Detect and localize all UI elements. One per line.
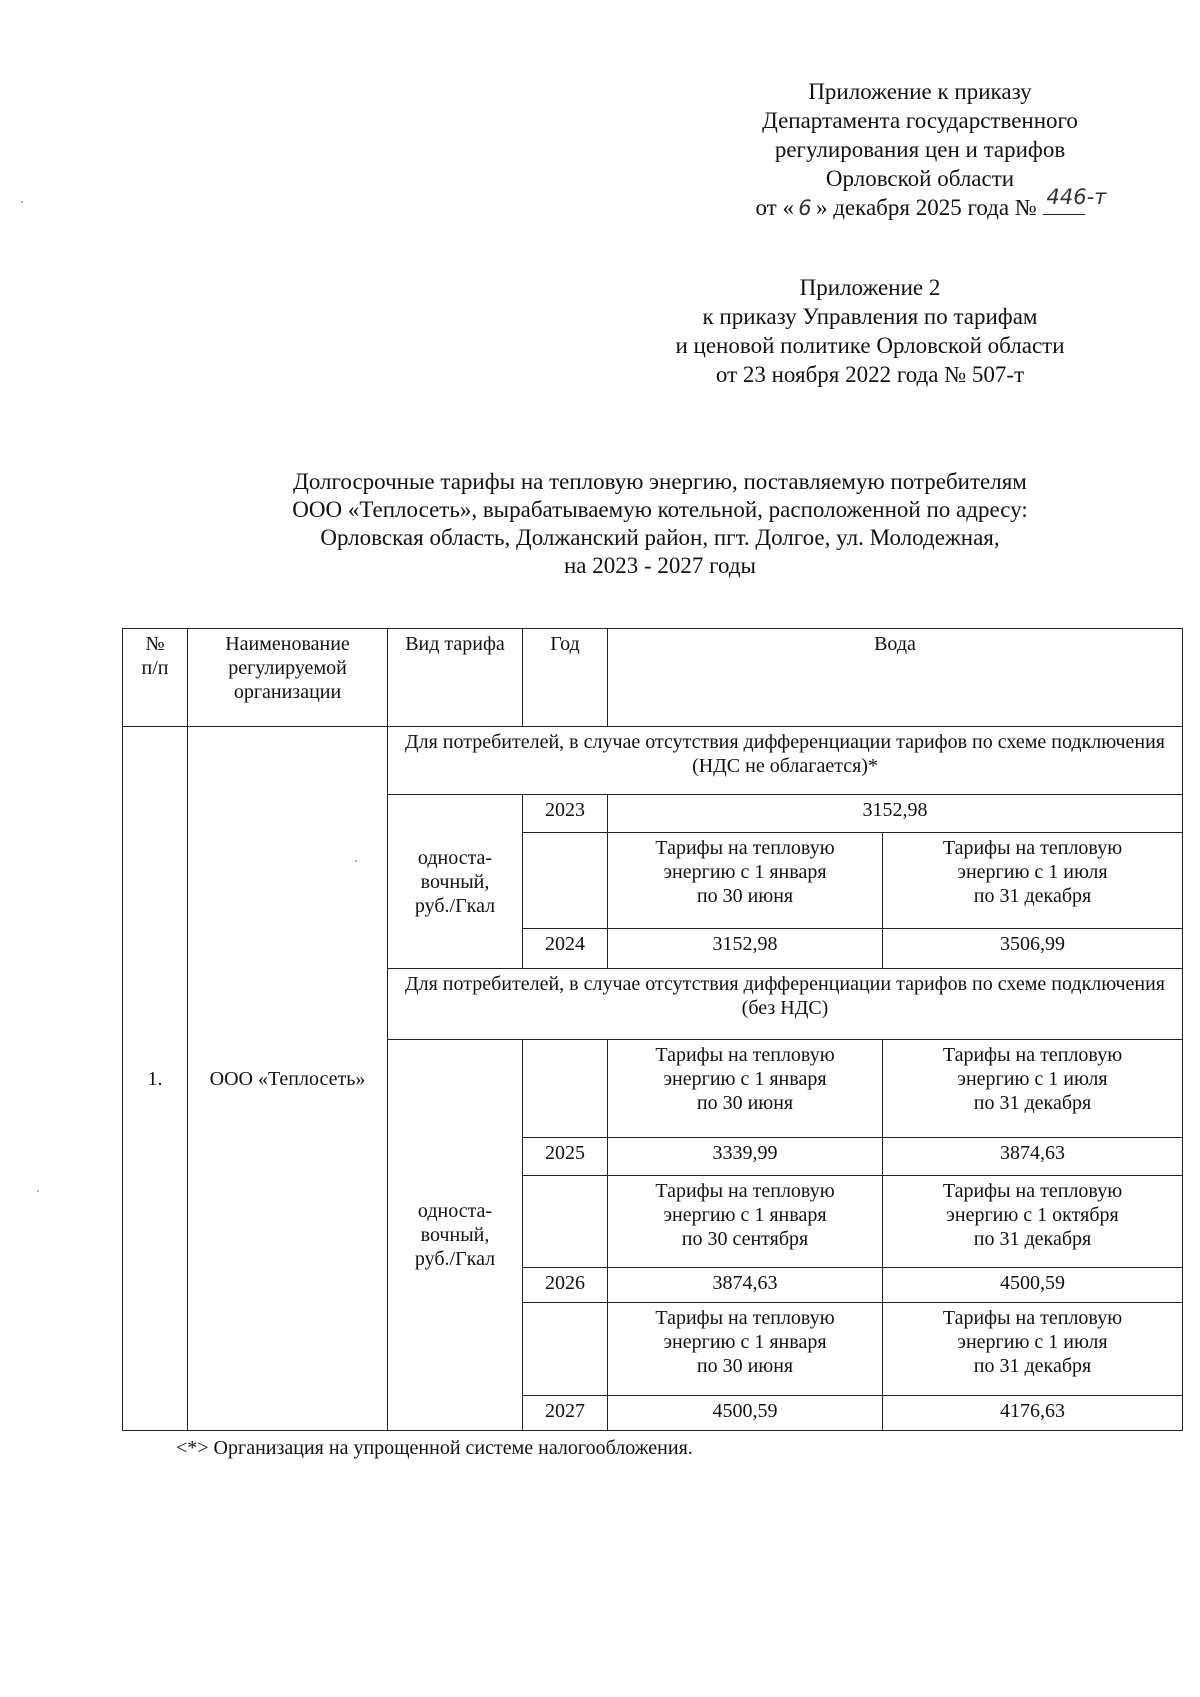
appendix-date-line: [690, 185, 1150, 223]
section-no-vat: Для потребителей, в случае отсутствия дифференциации тарифов по схеме подключения (без НДС): [388, 969, 1183, 1040]
year-cell: 2024: [523, 929, 608, 969]
document-title: [120, 468, 1200, 580]
tariff-table: [122, 628, 1183, 1431]
tariff-type-single-rate: односта- вочный, руб./Гкал: [388, 795, 523, 969]
period-second-half: Тарифы на тепловую энергию с 1 июля по 31 декабря: [883, 833, 1183, 929]
title-line: на 2023 - 2027 годы: [563, 553, 757, 578]
title-line: ООО «Теплосеть», вырабатываемую котельной, расположенной по адресу:: [292, 497, 1028, 522]
year-cell: 2025: [523, 1138, 608, 1176]
year-cell-empty: [523, 833, 608, 929]
year-cell: 2023: [523, 795, 608, 833]
order-number-blank: [1043, 185, 1107, 215]
period-first-half: Тарифы на тепловую энергию с 1 января по 30 июня: [608, 1303, 883, 1396]
year-cell: 2027: [523, 1396, 608, 1431]
footnote: <*> Организация на упрощенной системе налогообложения.: [176, 1437, 693, 1459]
handwritten-order-number: 446-т: [1046, 185, 1107, 209]
scan-speck: [355, 860, 357, 862]
header-water: Вода: [608, 629, 1183, 727]
appendix-line: Приложение к приказу: [808, 79, 1032, 104]
header-year: Год: [523, 629, 608, 727]
value-cell: 3874,63: [608, 1268, 883, 1303]
period-first-half: Тарифы на тепловую энергию с 1 января по 30 июня: [608, 833, 883, 929]
year-cell: 2026: [523, 1268, 608, 1303]
appendix-previous-order: [600, 273, 1140, 389]
value-cell: 4500,59: [883, 1268, 1183, 1303]
appendix-line: Департамента государственного: [762, 108, 1078, 133]
year-cell-empty: [523, 1040, 608, 1138]
value-cell: 3506,99: [883, 929, 1183, 969]
header-row-number: № п/п: [123, 629, 188, 727]
row-number: 1.: [123, 727, 188, 1431]
table-row: [123, 727, 1183, 795]
date-middle: » декабря 2025 года №: [815, 195, 1043, 220]
scan-speck: [37, 1190, 39, 1192]
value-cell: 4500,59: [608, 1396, 883, 1431]
value-cell: 3339,99: [608, 1138, 883, 1176]
table-header-row: [123, 629, 1183, 727]
header-tariff-type: Вид тарифа: [388, 629, 523, 727]
appendix-line: от 23 ноября 2022 года № 507-т: [715, 362, 1025, 387]
period-second-half: Тарифы на тепловую энергию с 1 июля по 31 декабря: [883, 1303, 1183, 1396]
appendix-line: регулирования цен и тарифов: [774, 137, 1066, 162]
appendix-line: Орловской области: [825, 166, 1015, 191]
period-first-part: Тарифы на тепловую энергию с 1 января по 30 сентября: [608, 1176, 883, 1268]
title-line: Орловская область, Должанский район, пгт. Долгое, ул. Молодежная,: [320, 525, 1000, 550]
value-cell: 4176,63: [883, 1396, 1183, 1431]
tariff-type-single-rate: односта- вочный, руб./Гкал: [388, 1040, 523, 1431]
period-first-half: Тарифы на тепловую энергию с 1 января по 30 июня: [608, 1040, 883, 1138]
handwritten-day: 6: [798, 196, 812, 220]
header-organization: Наименование регулируемой организации: [188, 629, 388, 727]
period-second-half: Тарифы на тепловую энергию с 1 июля по 31 декабря: [883, 1040, 1183, 1138]
appendix-line: Приложение 2: [799, 275, 941, 300]
year-cell-empty: [523, 1303, 608, 1396]
period-second-part: Тарифы на тепловую энергию с 1 октября по 31 декабря: [883, 1176, 1183, 1268]
year-cell-empty: [523, 1176, 608, 1268]
organization-name: ООО «Теплосеть»: [188, 727, 388, 1431]
appendix-current-order: [690, 77, 1150, 223]
value-cell: 3152,98: [608, 795, 1183, 833]
value-cell: 3152,98: [608, 929, 883, 969]
section-vat-exempt: Для потребителей, в случае отсутствия дифференциации тарифов по схеме подключения (НДС не облагается)*: [388, 727, 1183, 795]
appendix-line: и ценовой политике Орловской области: [675, 333, 1065, 358]
value-cell: 3874,63: [883, 1138, 1183, 1176]
scan-speck: [21, 201, 23, 203]
title-line: Долгосрочные тарифы на тепловую энергию, поставляемую потребителям: [293, 469, 1027, 494]
date-prefix: от «: [755, 195, 794, 220]
appendix-line: к приказу Управления по тарифам: [702, 304, 1038, 329]
